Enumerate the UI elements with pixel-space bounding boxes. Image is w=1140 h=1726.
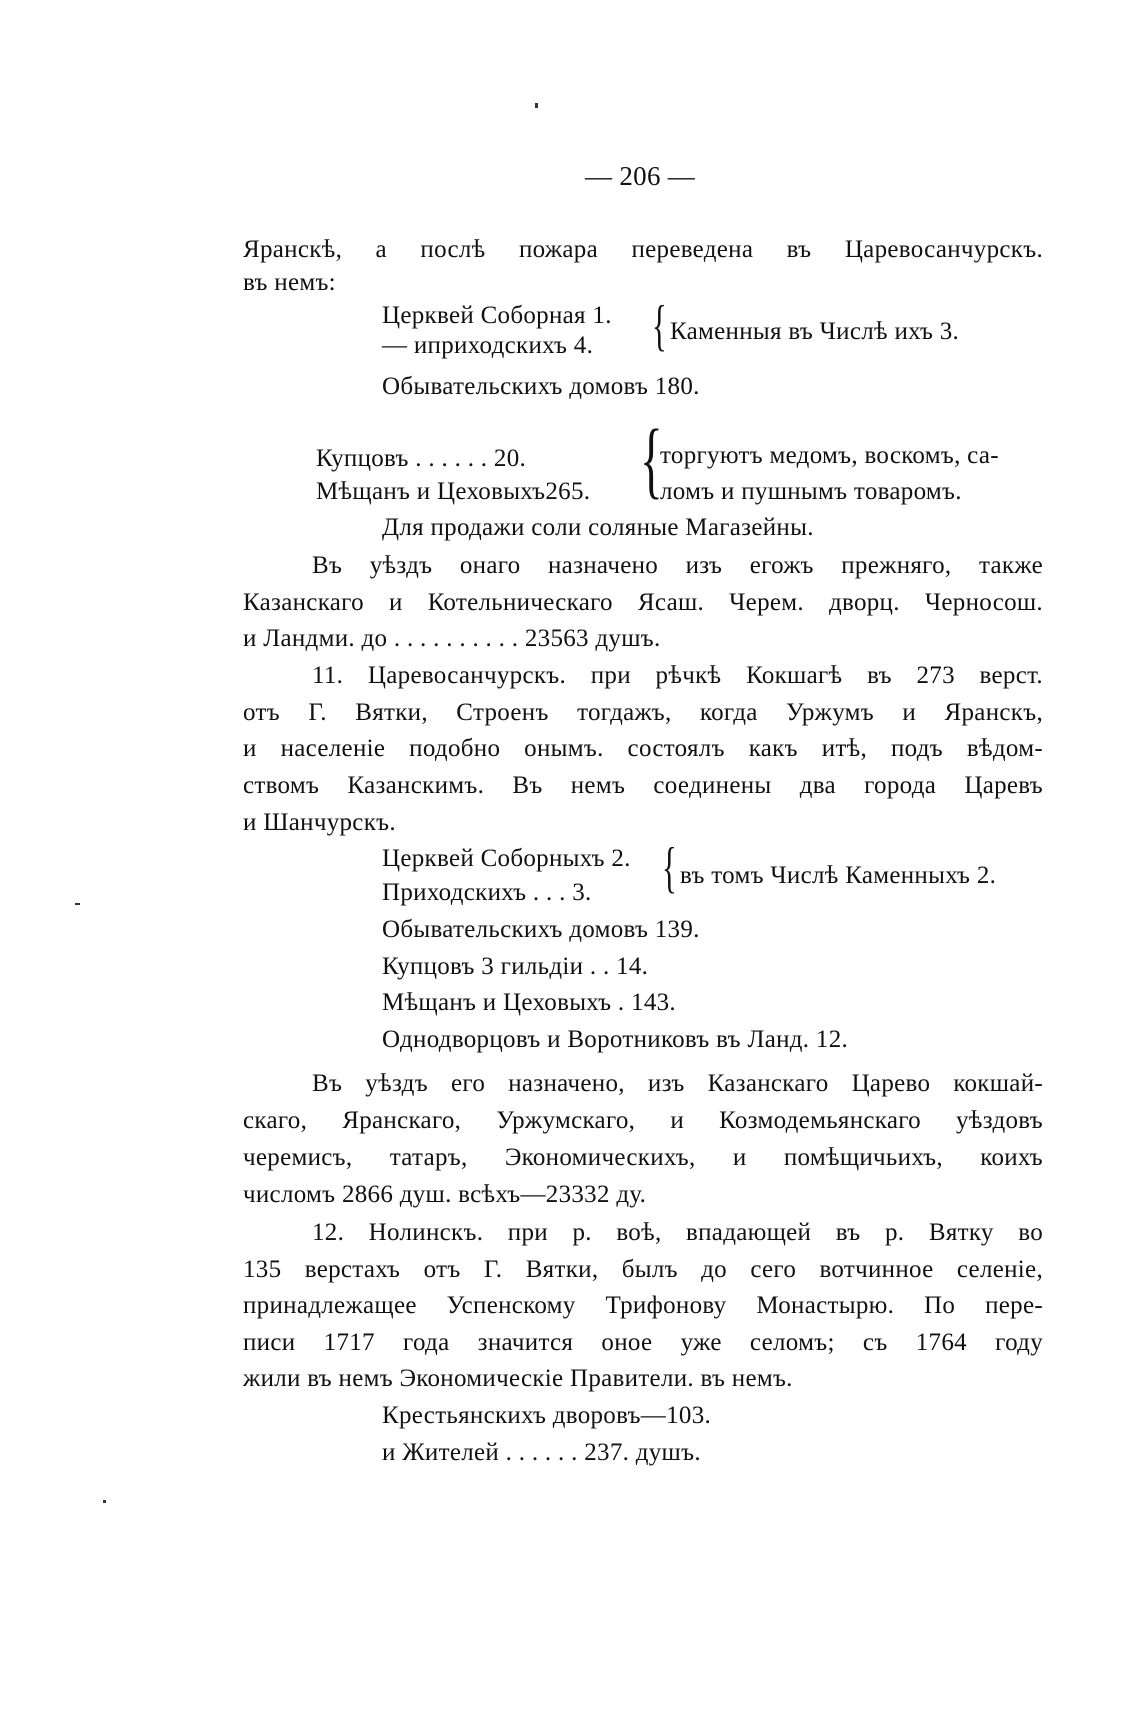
text-line: числомъ 2866 душ. всѣхъ—23332 ду.: [243, 1181, 647, 1208]
text-line: 11. Царевосанчурскъ. при рѣчкѣ Кокшагѣ въ 273 верст.: [312, 662, 1043, 689]
text-line: жили въ немъ Экономическіе Правители. въ немъ.: [243, 1365, 793, 1392]
brace-note: торгуютъ медомъ, воскомъ, са-: [660, 442, 999, 469]
table-entry: Приходскихъ . . . 3.: [382, 879, 592, 906]
table-entry: Однодворцовъ и Воротниковъ въ Ланд. 12.: [382, 1026, 849, 1053]
text-line: Казанскаго и Котельническаго Ясаш. Черем. дворц. Черносош.: [243, 589, 1043, 616]
table-entry: — иприходскихъ 4.: [382, 332, 594, 359]
text-line: Въ уѣздъ онаго назначено изъ егожъ прежняго, также: [312, 552, 1043, 579]
brace-note: Каменныя въ Числѣ ихъ 3.: [670, 318, 960, 345]
table-entry: Купцовъ . . . . . . 20.: [316, 445, 527, 472]
text-line: 12. Нолинскъ. при р. воѣ, впадающей въ р. Вятку во: [312, 1219, 1043, 1246]
text-line: писи 1717 года значится оное уже селомъ; съ 1764 году: [243, 1329, 1043, 1356]
text-line: Для продажи соли соляные Магазейны.: [382, 514, 814, 541]
scan-speck: [75, 903, 80, 905]
text-line: и Шанчурскъ.: [243, 809, 396, 836]
table-entry: Крестьянскихъ дворовъ—103.: [382, 1402, 712, 1429]
text-line: 135 верстахъ отъ Г. Вятки, былъ до сего вотчинное селеніе,: [243, 1256, 1043, 1283]
scan-speck: [535, 103, 538, 108]
text-line: и Ландми. до . . . . . . . . . . 23563 душъ.: [243, 625, 661, 652]
brace-symbol: {: [662, 837, 677, 899]
table-entry: и Жителей . . . . . . 237. душъ.: [382, 1439, 701, 1466]
brace-note: въ томъ Числѣ Каменныхъ 2.: [680, 862, 997, 889]
scan-speck: [103, 1500, 106, 1503]
table-entry: Обывательскихъ домовъ 139.: [382, 916, 700, 943]
brace-symbol: {: [640, 411, 663, 507]
text-line: въ немъ:: [243, 269, 336, 296]
table-entry: Церквей Соборныхъ 2.: [382, 845, 631, 872]
text-line: отъ Г. Вятки, Строенъ тогдажъ, когда Уржумъ и Яранскъ,: [243, 699, 1043, 726]
page-number: — 206 —: [585, 161, 696, 191]
table-entry: Мѣщанъ и Цеховыхъ265.: [316, 478, 591, 505]
brace-note: ломъ и пушнымъ товаромъ.: [660, 478, 962, 505]
table-entry: Обывательскихъ домовъ 180.: [382, 373, 700, 400]
text-line: принадлежащее Успенскому Трифонову Монастырю. По пере-: [243, 1292, 1043, 1319]
text-line: ствомъ Казанскимъ. Въ немъ соединены два города Царевъ: [243, 772, 1043, 799]
table-entry: Мѣщанъ и Цеховыхъ . 143.: [382, 989, 676, 1016]
brace-symbol: {: [652, 295, 667, 357]
text-line: скаго, Яранскаго, Уржумскаго, и Козмодемьянскаго уѣздовъ: [243, 1107, 1043, 1134]
table-entry: Купцовъ 3 гильдіи . . 14.: [382, 953, 649, 980]
text-line: и населеніе подобно онымъ. состоялъ какъ итѣ, подъ вѣдом-: [243, 735, 1043, 762]
text-line: Въ уѣздъ его назначено, изъ Казанскаго Царево кокшай-: [312, 1070, 1043, 1097]
table-entry: Церквей Соборная 1.: [382, 302, 612, 329]
text-line: Яранскѣ, а послѣ пожара переведена въ Царевосанчурскъ.: [243, 236, 1043, 263]
text-line: черемисъ, татаръ, Экономическихъ, и помѣщичьихъ, коихъ: [243, 1144, 1043, 1171]
